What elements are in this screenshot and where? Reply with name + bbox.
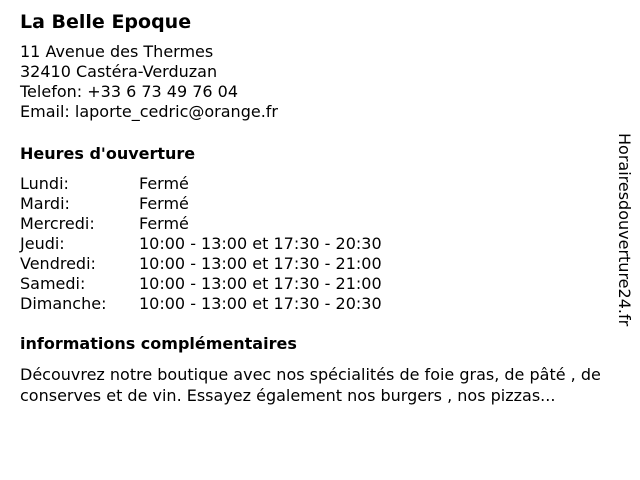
hours-day: Mardi: — [20, 194, 70, 213]
hours-day: Dimanche: — [20, 294, 107, 313]
business-card — [20, 10, 620, 406]
hours-row-mardi — [20, 194, 620, 214]
hours-row-mercredi — [20, 214, 620, 234]
watermark — [612, 133, 636, 348]
info-heading: informations complémentaires — [20, 334, 297, 353]
address-line-city: 32410 Castéra-Verduzan — [20, 62, 218, 81]
hours-time: 10:00 - 13:00 et 17:30 - 21:00 — [139, 274, 382, 293]
hours-time: Fermé — [139, 214, 189, 233]
contact-block — [20, 42, 620, 122]
watermark-text: Horairesdouverture24.fr — [615, 133, 634, 327]
address-line-street: 11 Avenue des Thermes — [20, 42, 214, 61]
hours-day: Mercredi: — [20, 214, 95, 233]
hours-table — [20, 174, 620, 314]
hours-row-dimanche — [20, 294, 620, 314]
hours-time: Fermé — [139, 174, 189, 193]
hours-day: Samedi: — [20, 274, 86, 293]
hours-row-lundi — [20, 174, 620, 194]
hours-time: 10:00 - 13:00 et 17:30 - 20:30 — [139, 234, 382, 253]
hours-row-vendredi — [20, 254, 620, 274]
business-name: La Belle Epoque — [20, 11, 192, 33]
hours-row-samedi — [20, 274, 620, 294]
phone-line: Telefon: +33 6 73 49 76 04 — [20, 82, 239, 101]
hours-day: Lundi: — [20, 174, 69, 193]
hours-time: 10:00 - 13:00 et 17:30 - 20:30 — [139, 294, 382, 313]
hours-time: 10:00 - 13:00 et 17:30 - 21:00 — [139, 254, 382, 273]
hours-day: Jeudi: — [20, 234, 65, 253]
email-line: Email: laporte_cedric@orange.fr — [20, 102, 278, 121]
hours-heading: Heures d'ouverture — [20, 144, 196, 163]
hours-day: Vendredi: — [20, 254, 96, 273]
info-description: Découvrez notre boutique avec nos spécialités de foie gras, de pâté , de conserves et de vin. Essayez également nos burgers , nos pizzas... — [20, 365, 601, 405]
hours-row-jeudi — [20, 234, 620, 254]
hours-time: Fermé — [139, 194, 189, 213]
